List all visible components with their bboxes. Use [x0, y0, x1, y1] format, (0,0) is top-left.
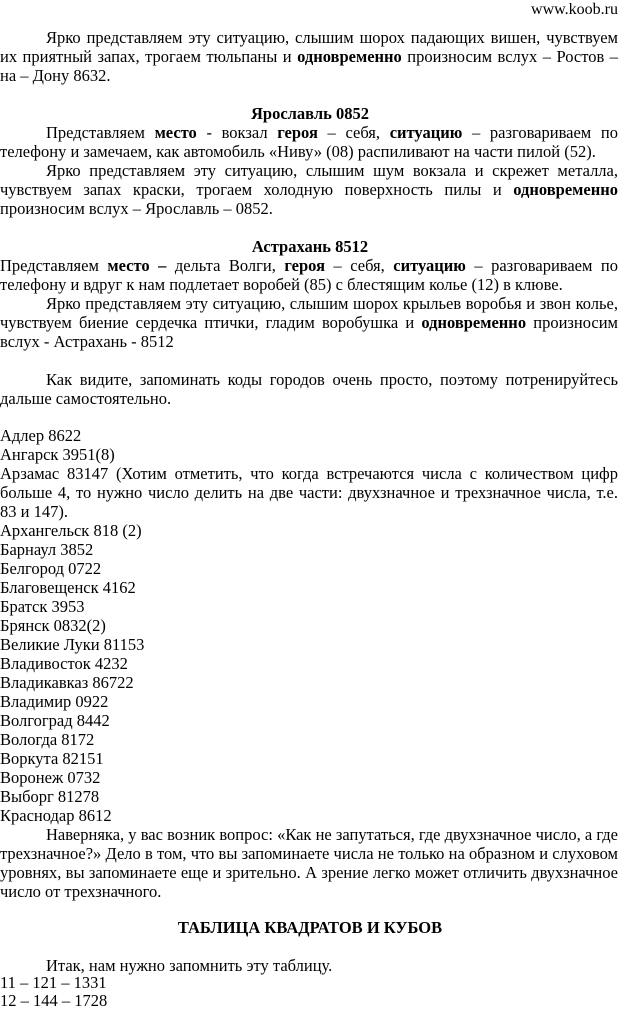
heading-yaroslavl: Ярославль 0852 [251, 104, 369, 123]
heading-astrakhan: Астрахань 8512 [251, 237, 369, 256]
table-row: 12 – 144 – 1728 [0, 991, 108, 1010]
list-item: Вологда 8172 [0, 730, 95, 749]
list-item: Великие Луки 81153 [0, 635, 145, 654]
site-url[interactable]: www.koob.ru [531, 1, 618, 18]
city-arzamas-note: Арзамас 83147 (Хотим отметить, что когда встречаются числа с количеством цифр больше 4, то нужно число делить на две части: двухзначное и трехзначное числа, т.е. 83 и 147). [0, 464, 618, 521]
city-angarsk: Ангарск 3951(8) [0, 445, 115, 464]
list-item: Воронеж 0732 [0, 768, 101, 787]
list-item: Брянск 0832(2) [0, 616, 106, 635]
list-item: Благовещенск 4162 [0, 578, 136, 597]
paragraph-yaroslavl-1: Представляем место - вокзал героя – себя, ситуацию – разговариваем по телефону и замечаем, как автомобиль «Ниву» (08) распиливают на части пилой (52). [0, 123, 619, 161]
list-item: Владимир 0922 [0, 692, 109, 711]
heading-table: ТАБЛИЦА КВАДРАТОВ И КУБОВ [177, 918, 443, 937]
list-item: Белгород 0722 [0, 559, 102, 578]
paragraph-yaroslavl-2: Ярко представляем эту ситуацию, слышим шум вокзала и скрежет металла, чувствуем запах краски, трогаем холодную поверхность пилы и одновременно произносим вслух – Ярославль – 0852. [0, 161, 618, 218]
paragraph-training: Как видите, запоминать коды городов очень просто, поэтому потренируйтесь дальше самостоятельно. [0, 370, 618, 408]
list-item: Краснодар 8612 [0, 806, 112, 825]
list-item: Владикавказ 86722 [0, 673, 134, 692]
list-item: Барнаул 3852 [0, 540, 94, 559]
list-item: Выборг 81278 [0, 787, 100, 806]
city-adler: Адлер 8622 [0, 426, 82, 445]
paragraph-astrakhan-1: Представляем место – дельта Волги, героя – себя, ситуацию – разговариваем по телефону и вдруг к нам подлетает воробей (85) с блестящим колье (12) в клюве. [0, 256, 619, 294]
paragraph-table-intro: Итак, нам нужно запомнить эту таблицу. [46, 956, 333, 975]
paragraph-rostov: Ярко представляем эту ситуацию, слышим шорох падающих вишен, чувствуем их приятный запах, трогаем тюльпаны и одновременно произносим вслух – Ростов – на – Дону 8632. [0, 28, 618, 85]
list-item: Владивосток 4232 [0, 654, 128, 673]
list-item: Братск 3953 [0, 597, 85, 616]
paragraph-confusion: Наверняка, у вас возник вопрос: «Как не запутаться, где двухзначное число, а где трехзначное?» Дело в том, что вы запоминаете числа не только на образном и слуховом уровнях, вы запоминаете еще и зрительно. А зрение легко может отличить двухзначное число от трехзначного. [0, 825, 618, 901]
table-row: 11 – 121 – 1331 [0, 973, 107, 992]
list-item: Волгоград 8442 [0, 711, 110, 730]
list-item: Воркута 82151 [0, 749, 104, 768]
list-item: Архангельск 818 (2) [0, 521, 142, 540]
paragraph-astrakhan-2: Ярко представляем эту ситуацию, слышим шорох крыльев воробья и звон колье, чувствуем биение сердечка птички, гладим воробушка и одновременно произносим вслух - Астрахань - 8512 [0, 294, 618, 351]
